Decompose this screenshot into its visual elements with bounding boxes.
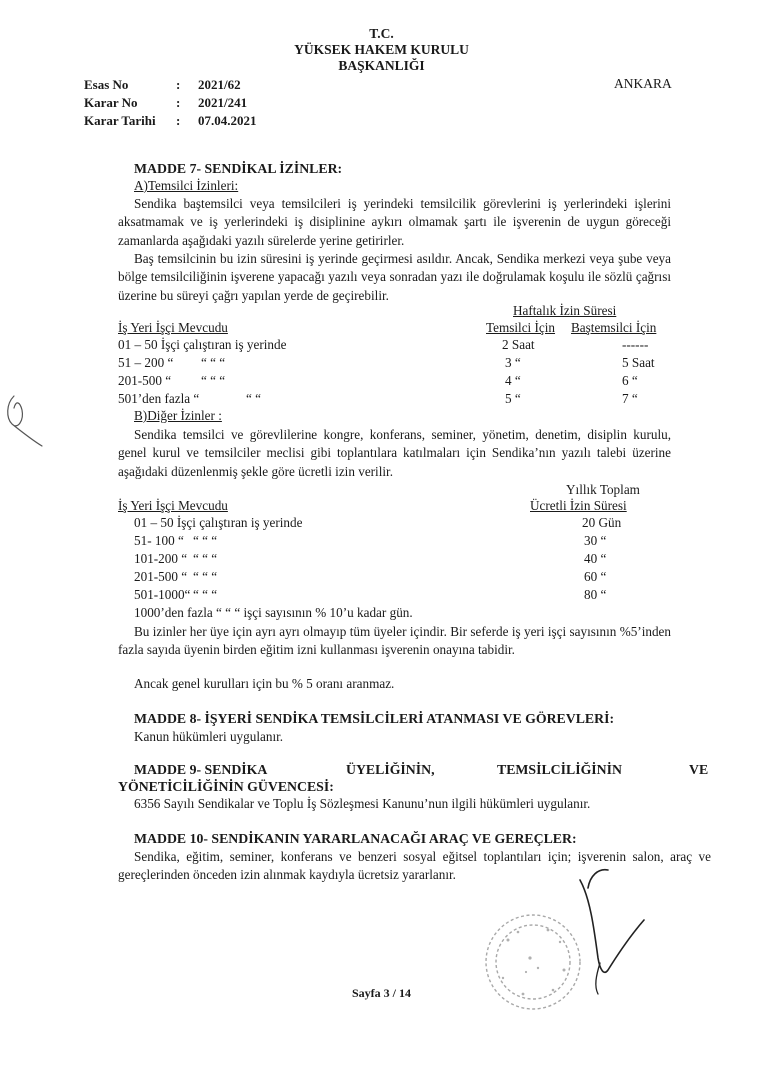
madde9-text: 6356 Sayılı Sendikalar ve Toplu İş Sözleşmesi Kanunu’nun ilgili hükümleri uygulanır.	[134, 796, 591, 811]
madde7-title: MADDE 7- SENDİKAL İZİNLER:	[134, 161, 343, 176]
table-b-row-ditto: “ “ “	[193, 587, 218, 602]
meta-value: 07.04.2021	[198, 113, 257, 128]
madde8-title: MADDE 8- İŞYERİ SENDİKA TEMSİLCİLERİ ATANMASI VE GÖREVLERİ:	[134, 711, 615, 726]
table-a-row-headrep: 6 “	[622, 373, 638, 388]
table-a-row-headrep: 5 Saat	[622, 355, 655, 370]
header-city: ANKARA	[614, 76, 672, 91]
madde9-title-word: VE	[689, 762, 709, 777]
meta-karar-no	[84, 95, 247, 111]
table-a-col-headrep: Baştemsilci İçin	[571, 320, 657, 335]
table-b-col-duration: Ücretli İzin Süresi	[530, 498, 627, 513]
table-a-row-ditto: “ “ “	[201, 373, 226, 388]
madde9-title-word: MADDE 9- SENDİKA	[134, 762, 268, 777]
table-a-row-rep: 2 Saat	[502, 337, 535, 352]
page-number: Sayfa 3 / 14	[351, 986, 411, 1000]
table-a-row-label: 01 – 50 İşçi çalıştıran iş yerinde	[118, 337, 287, 352]
madde9-title-word: ÜYELİĞİNİN,	[346, 762, 435, 777]
table-a-col-workforce: İş Yeri İşçi Mevcudu	[118, 320, 228, 335]
meta-esas-no	[84, 77, 241, 93]
margin-initial-mark	[2, 390, 46, 450]
table-a-row-label: 201-500 “	[118, 373, 172, 388]
meta-value: 2021/241	[198, 95, 248, 110]
meta-key: Karar Tarihi	[84, 113, 156, 128]
madde9-title-word: TEMSİLCİLİĞİNİN	[497, 762, 622, 777]
meta-key: Karar No	[84, 95, 138, 110]
table-b-row-value: 30 “	[584, 533, 607, 548]
madde7-section-b-label: B)Diğer İzinler :	[134, 408, 222, 423]
madde10-text: Sendika, eğitim, seminer, konferans ve benzeri sosyal eğitsel toplantıları için; işverenin salon, araç ve gereçlerinden önceden izin alınmak kaydıyla ücretsiz yararlanır.	[118, 849, 711, 883]
signature	[560, 858, 670, 998]
madde7-section-a: A)Temsilci İzinleri:	[134, 178, 239, 193]
table-b-row-label: 501-1000“	[134, 587, 191, 602]
meta-sep: :	[176, 113, 181, 128]
table-b-row-ditto: “ “ “	[193, 569, 218, 584]
madde7-para-a1: Sendika baştemsilci veya temsilcileri iş yerindeki temsilcilik görevlerini iş yerlerindeki işlerini aksatmamak ve iş yerlerindeki iş disiplinine aykırı olmamak şartı ile işverenin de uygun göreceği zamanlarda aşağıdaki yazılı sürelerde yerine getirirler.	[118, 196, 671, 248]
meta-karar-tarihi	[84, 113, 257, 129]
table-b-row-value: 20 Gün	[582, 515, 622, 530]
table-b-row-ditto: “ “ “	[193, 551, 218, 566]
table-a-group-header: Haftalık İzin Süresi	[513, 303, 617, 318]
madde9-title-line2: YÖNETİCİLİĞİNİN GÜVENCESİ:	[118, 779, 334, 794]
meta-key: Esas No	[84, 77, 129, 92]
madde10-title: MADDE 10- SENDİKANIN YARARLANACAĞI ARAÇ VE GEREÇLER:	[134, 831, 577, 846]
table-b-group-header: Yıllık Toplam	[566, 482, 640, 497]
madde7-section-b	[134, 408, 222, 424]
table-a-row-label: 51 – 200 “	[118, 355, 174, 370]
table-b-col-workforce: İş Yeri İşçi Mevcudu	[118, 498, 228, 513]
table-a-row-ditto: “ “ “	[201, 355, 226, 370]
meta-sep: :	[176, 95, 181, 110]
table-a-row-rep: 3 “	[505, 355, 521, 370]
table-a-row-headrep: ------	[622, 337, 649, 352]
header-authority: YÜKSEK HAKEM KURULU	[294, 42, 469, 57]
madde8-text: Kanun hükümleri uygulanır.	[134, 729, 284, 744]
table-b-last-row: 1000’den fazla “ “ “ işçi sayısının % 10’u kadar gün.	[134, 605, 413, 620]
table-b-row-label: 201-500 “	[134, 569, 188, 584]
table-b-row-ditto: “ “ “	[193, 533, 218, 548]
madde7-para-b1: Sendika temsilci ve görevlilerine kongre, konferans, seminer, yönetim, denetim, disiplin kurulu, genel kurul ve temsilciler meclisi gibi toplantılara katılmaları için Sendika’nın yazılı talebi üzerine aşağıdaki düzenlenmiş şekle göre ücretli izin verilir.	[118, 427, 671, 479]
table-b-row-label: 101-200 “	[134, 551, 188, 566]
table-a-col-rep: Temsilci İçin	[486, 320, 556, 335]
table-a-row-headrep: 7 “	[622, 391, 638, 406]
table-a-row-ditto: “ “	[246, 391, 262, 406]
header-presidency: BAŞKANLIĞI	[338, 58, 425, 73]
table-b-row-value: 80 “	[584, 587, 607, 602]
table-b-row-label: 01 – 50 İşçi çalıştıran iş yerinde	[134, 515, 303, 530]
table-b-row-value: 40 “	[584, 551, 607, 566]
table-a-row-rep: 5 “	[505, 391, 521, 406]
madde7-para-b2: Bu izinler her üye için ayrı ayrı olmayıp tüm üyeler içindir. Bir seferde iş yeri işçi sayısının %5’inden fazla sayıda üyenin birden eğitim izni kullanması işverenin onayına tabidir.	[118, 624, 671, 658]
meta-value: 2021/62	[198, 77, 241, 92]
madde7-para-a2: Baş temsilcinin bu izin süresini iş yerinde geçirmesi asıldır. Ancak, Sendika merkezi veya şube veya bölge temsilciliğinin işverene yapacağı yazılı veya sonradan yazı ile doğrulamak koşulu ile sözlü çağrısı üzerine bu süreyi çağrı yapılan yerde de geçirebilir.	[118, 251, 671, 303]
table-b-row-value: 60 “	[584, 569, 607, 584]
table-b-row-label: 51- 100 “	[134, 533, 184, 548]
table-a-row-rep: 4 “	[505, 373, 521, 388]
table-a-row-label: 501’den fazla “	[118, 391, 200, 406]
madde7-para-b3: Ancak genel kurulları için bu % 5 oranı aranmaz.	[134, 676, 395, 691]
header-tc: T.C.	[369, 26, 394, 41]
meta-sep: :	[176, 77, 181, 92]
